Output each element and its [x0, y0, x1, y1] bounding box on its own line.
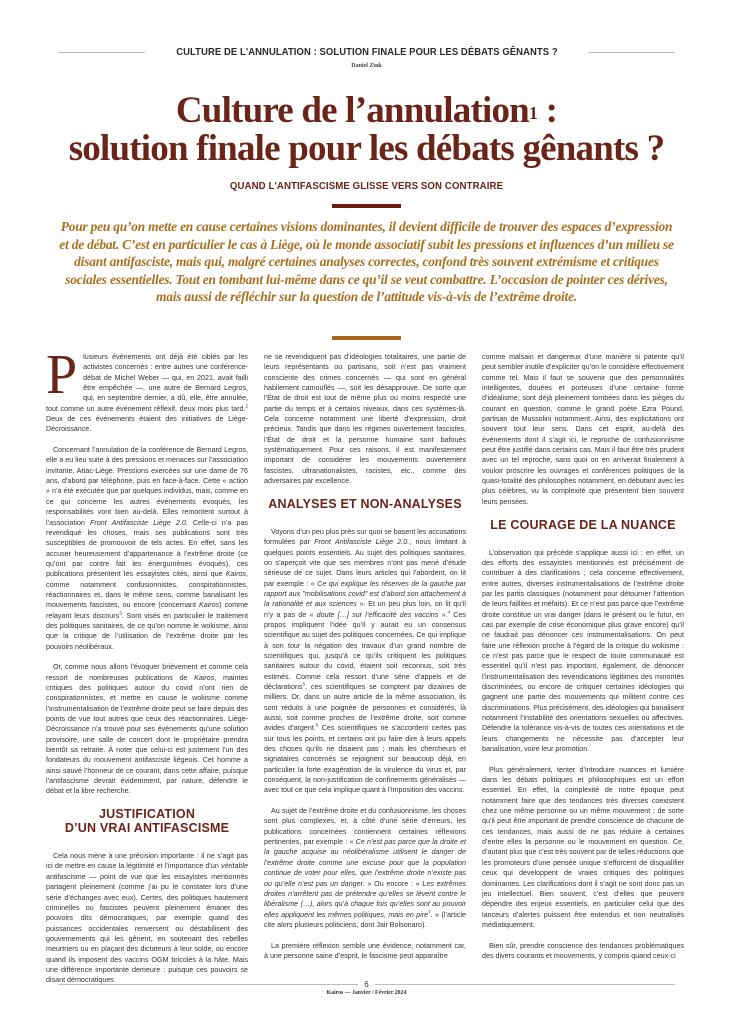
publication-caption: Kairos — Janvier / Février 2024: [326, 990, 407, 996]
paragraph: La première réflexion semble une évidence, notamment car, à une personne saine d’esprit, le fascisme peut apparaître: [264, 941, 466, 960]
paragraph: L’observation qui précède s’applique aussi ici : en effet, un des efforts des essayistes mentionnés est précisément de contribuer à des clarifications ; cela concerne effectivement, entre autres, diverses instrumentalisations de l’extrême droite par les partis classiques (notamment pour détourner l’attention de leurs faillites et méfaits). Et ce n’est pas parce que l’extrême droite constitue un vrai danger (dans le présent ou le futur, en cas par exemple de crise économique plus grave encore) qu’il ne faudrait pas dénoncer ces instrumentalisations. On peut faire une réflexion proche à l’égard de la critique du wokisme : ce n’est pas parce que le respect de toute communauté est essentiel qu’il n’est pas important, également, de dénoncer l’instrumentalisation des revendications légitimes des minorités discriminées, ou encore de critiquer certaines idéologies qui gagnent une partie des mouvements qui militent contre ces discriminations. Plus précisément, des idéologies qui banalisent notamment l’instabilité des orientations sexuelles ou affectives. Défendre la tolérance vis-à-vis de toutes ces orientations et de leurs changements ne nécessite pas d’accepter leur banalisation, voire leur promotion.: [482, 548, 684, 754]
article-subtitle: QUAND L'ANTIFASCISME GLISSE VERS SON CONTRAIRE: [229, 180, 504, 192]
column-1: [46, 344, 248, 985]
article-title: Culture de l’annulation$^1$ : solution finale pour les débats gênants ?: [68, 90, 665, 169]
header-rule-right: [588, 52, 675, 53]
footnote-ref[interactable]: 4: [447, 609, 451, 615]
decorative-bar-bottom: [332, 336, 401, 340]
running-header: [58, 46, 675, 58]
footnote-ref[interactable]: 7: [428, 909, 431, 915]
footer: [58, 980, 675, 989]
paragraph: Bien sûr, prendre conscience des tendances problématiques des divers courants et mouvements, y compris quand ceux-ci: [482, 941, 684, 960]
paragraph: Plusieurs événements ont déjà été ciblés par les activistes concernés : entre autres une conférence-débat de Michel Weber — qui, en 2021, avait failli être empêchée —, une autre de Bernard Legros, qui, en septembre dernier, a dû, elle, être annulée, tout comme un autre événement réflexif, deux mois plus tard.$^2$ Deux de ces événements étaient des initiatives de Liège-Décroissance.: [46, 344, 248, 434]
footer-rule-left: [58, 984, 358, 985]
paragraph: Concernant l’annulation de la conférence de Bernard Legros, elle a eu lieu suite à des pressions et menaces sur l’association invitante, Attac-Liège. Pressions exercées sur une dame de 76 ans, d’abord par téléphone, puis en face-à-face. Cette « action » n’a été exécutée que par quelques individus, mais, comme en ce qui concerne les autres événements évoqués, les responsabilités vont bien au-delà. Elles remontent surtout à l’association Front Antifasciste Liège 2.0. Celle-ci n’a pas revendiqué les choses, mais ses publications sont très susceptibles de promouvoir de tels actes. En effet, sans les accuser heureusement d’appartenance à l’extrême droite (ce qu’ont par contre fait les énergumènes évoqués), ces publications présentent les essayistes cités, ainsi que Kairos, comme notamment confusionnistes, conspirationnistes, réactionnaires et, dans le même sens, comme banalisant les mouvements fascistes, ou encore (concernant Kairos) comme relayant leurs discours$^3$. Sont visés en particulier le traitement des politiques sanitaires, de ce qu’on nomme le wokisme, ainsi que la critique de l’utilisation de l’extrême droite par les pouvoirs néolibéraux.: [46, 446, 248, 651]
article-lede: Pour peu qu’on mette en cause certaines visions dominantes, il devient difficile de trouver des espaces d’expression et de débat. C’est en particulier le cas à Liège, où le monde associatif subit les pressions et influences d’un milieu se disant antifasciste, mais qui, malgré certaines analyses correctes, confond très souvent extrémisme et critiques sociales essentielles. Tout en tombant lui-même dans ce qu’il se veut combattre. L’occasion de pointer ces dérives, mais aussi de réfléchir sur la question de l’attitude vis-à-vis de l’extrême droite.: [59, 219, 674, 305]
paragraph: Cela nous mène à une précision importante : il ne s’agit pas ici de mettre en cause la légitimité et l’importance d’un véritable antifascisme — point de vue que les essayistes mentionnés partagent pleinement (comme j’ai pu le constater lors d’une série d’échanges avec eux). Certes, des politiques hautement criminelles ou fascistes peuvent pleinement émaner des pouvoirs dits démocratiques, par exemple quand des puissances occidentales renversent ou déstabilisent des gouvernements qui les gênent, en soutenant des rebelles meurtriers ou en plaçant des dictateurs à leur solde, ou encore quand ils imposent des vaccins OGM bricolés à la hâte. Mais une différence importante demeure : puisque ces pouvoirs se disant démocratiques: [46, 852, 248, 985]
title-line-2: solution finale pour les débats gênants ?: [68, 128, 665, 169]
paragraph: Plus généralement, tenter d’introduire nuances et lumière dans les débats politiques et philosophiques est un effort essentiel. En effet, la complexité de notre époque peut notamment faire que des tendances très diverses coexistent chez une même personne ou un même mouvement ; de sorte qu’il peut être important de prendre conscience de chacune de ces tendances, mais aussi de ne pas réduire à certaines d’entre elles la personne ou le mouvement en question. Ce, d’autant plus que c’est très souvent par de telles réductions que les promoteurs d’une pensée unique s’efforcent de disqualifier ceux qui développent de vraies critiques des politiques dominantes. Les clarifications dont il s’agit ne sont donc pas un jeu intellectuel. Bien souvent, c’est d’elles que peuvent dépendre des enjeux essentiels, en particulier celui que des lanceurs d’alertes puissent être entendus et non neutralisés médiatiquement.: [482, 765, 684, 929]
section-heading-analyses: ANALYSES ET NON-ANALYSES: [268, 496, 462, 511]
column-2: [264, 352, 467, 960]
article-body: [46, 344, 686, 985]
footnote-ref[interactable]: 6: [315, 722, 319, 728]
footnote-ref[interactable]: 5: [302, 681, 306, 687]
paragraph: comme malsain et dangereux d’une manière si patente qu’il peut sembler inutile d’expliciter qu’on le considère effectivement comme tel. Mais il faut se souvenir que des personnalités intelligentes, douées et porteuses d’une certaine forme d’idéalisme, sont déjà pleinement tombées dans les pièges du courant en question, comme le grand poète Ezra Pound, partisan de Mussolini notamment. Ainsi, des explicitations ont souvent tout leur sens. Dans cet esprit, au-delà des événements dont il s’agit ici, le reproche de confusionnisme peut être justifié dans certains cas. Mais il faut être très prudent avec un tel reproche, sans quoi on en arriverait finalement à vouloir proscrire les ouvrages et conférences politiques de la quasi-totalité des philosophes notamment, en débutant avec les plus célèbres, vu la complexité que présentent bien souvent leurs pensées.: [482, 353, 684, 506]
footnote-ref[interactable]: 3: [119, 610, 122, 616]
column-3: [482, 352, 684, 960]
paragraph: Voyons d’un peu plus près sur quoi se basent les accusations formulées par Front Antifasciste Liège 2.0., nous limitant à quelques points essentiels. Au sujet des politiques sanitaires, on s’aperçoit vite que ses membres n’ont pas mené d’étude sérieuse de ce sujet. Dans leurs articles qui l’abordent, on lit par exemple : « Ce qui explique les réserves de la gauche par rapport aux "mobilisations covid" est d’abord son attachement à la rationalité et aux sciences ». Et un peu plus loin, on lit qu’il n’y a pas de « doute […] sur l’efficacité des vaccins ».$^4$ Ces propos impliquent l’idée qu’il y aurait eu un consensus scientifique au sujet des politiques concernées. Ce qui implique à son tour la négation des travaux d’un grand nombre de scientifiques qui, jusqu’à ce qu’ils critiquent les politiques sanitaires autour du covid, étaient soit reconnus, soit très estimés. Comme cela ressort d’une série d’appels et de déclarations$^5$, ces scientifiques se comptent par dizaines de milliers. Or, dans un autre article de la même association, ils sont réduits à une poignée de personnes et considérés, là aussi, soit comme proches de l’extrême droite, soit comme avides d’argent.$^6$ Ces scientifiques ne s’accordent certes pas sur tous les points, et certains ont pu faire dire à leurs appels des choses qu’ils ne disaient pas ; mais les chercheurs et signataires concernés se rejoignent sur beaucoup déjà, en particulier la forte exagération de la virulence du virus et, par conséquent, la non-justification de confinements généralisés — avec tout ce que cela implique quant à l’imposition des vaccins.: [264, 527, 467, 795]
title-footnote-ref[interactable]: 1: [528, 103, 538, 123]
footer-rule-right: [375, 984, 675, 985]
footnote-ref[interactable]: 2: [245, 403, 248, 409]
running-title: CULTURE DE L'ANNULATION : SOLUTION FINALE POUR LES DÉBATS GÊNANTS ?: [175, 46, 558, 58]
page-number: 6: [364, 980, 369, 989]
author-byline: Daniel Zink: [351, 63, 382, 69]
paragraph: Or, comme nous allons l’évoquer brièvement et comme cela ressort de nombreuses publications de Kairos, maintes critiques des politiques autour du covid n’ont rien de conspirationnistes, et mettre en cause le wokisme comme l’instrumentalisation de l’extrême droite peut se faire depuis des points de vue tout autres que ceux des réactionnaires. Liège-Décroissance n’a trouvé pour ses événements qu’une solution provisoire, une salle de concert dont le propriétaire prendra bientôt sa retraite. À noter que celui-ci est justement l’un des fondateurs du mouvement antifasciste liégeois. Cet homme a ainsi sauvé l’honneur de ce courant, dans cette affaire, puisque l’antifascisme devrait évidemment, par nature, défendre le débat et la libre recherche.: [46, 663, 248, 796]
section-heading-justification: JUSTIFICATION D’UN VRAI ANTIFASCISME: [64, 807, 230, 836]
decorative-bar-top: [332, 204, 401, 208]
title-line-1: Culture de l’annulation: [175, 90, 529, 131]
paragraph: Au sujet de l’extrême droite et du confusionnisme, les choses sont plus complexes, et, à côté d’une série d’erreurs, les publications concernées contiennent certaines réflexions pertinentes, par exemple : « Ce n’est pas parce que la droite et la gauche acquise au néolibéralisme utilisent le danger de l’extrême droite comme une excuse pour que la population continue de voter pour elles, que l’extrême droite n’existe pas ou qu’elle n’est pas un danger. » Ou encore : « Les extrêmes droites n’arrêtent pas de prétendre qu’elles se lèvent contre le libéralisme (…), alors qu’à chaque fois qu’elles sont au pouvoir elles appliquent les mêmes politiques, mais en pire$^7$. » (l’article cite alors plusieurs politiciens, dont Jair Bolsonaro).: [264, 807, 466, 929]
paragraph: ne se revendiquent pas d’idéologies totalitaires, une partie de leurs représentants ou partisans, soit n’est pas vraiment consciente des crimes concernés — qui sont en général habilement camouflés —, soit les désapprouve. De sorte que l’État de droit est tout de même plus ou moins respecté une partie du temps et à certains niveaux, dans ces systèmes-là. Cela concerne notamment une liberté d’expression, droit précieux. Tandis que dans les régimes ouvertement fascistes, l’État de droit et la personne humaine sont bafoués systématiquement. Pour ces raisons, il est manifestement important de considérer les mouvements ouvertement fascistes, ultranationalistes, racistes, etc., comme des adversaires par excellence.: [264, 353, 466, 486]
drop-cap: P: [46, 344, 78, 406]
section-heading-courage: LE COURAGE DE LA NUANCE: [490, 517, 676, 532]
header-rule-left: [58, 52, 145, 53]
